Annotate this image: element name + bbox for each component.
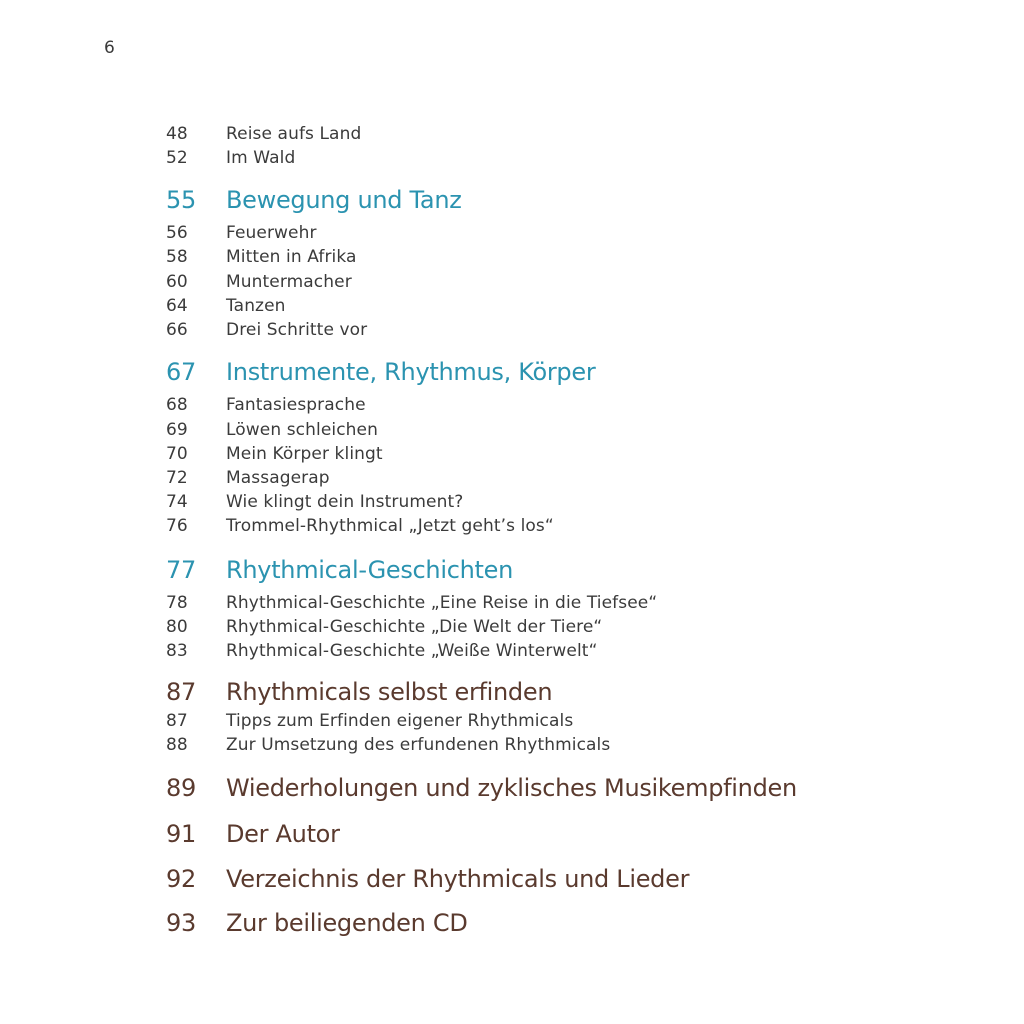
toc-entry: [166, 272, 352, 292]
toc-entry: [166, 124, 361, 144]
toc-title: Mein Körper klingt: [226, 444, 383, 464]
toc-entry: [166, 296, 286, 316]
toc-section-heading: [166, 556, 513, 584]
toc-entry: [166, 711, 573, 731]
toc-entry: [166, 735, 610, 755]
toc-page-number: 70: [166, 444, 188, 464]
toc-section-heading: [166, 865, 689, 893]
toc-title: Trommel-Rhythmical „Jetzt geht’s los“: [226, 516, 554, 536]
toc-page-number: 77: [166, 556, 196, 584]
toc-section-heading: [166, 909, 468, 937]
toc-title: Instrumente, Rhythmus, Körper: [226, 358, 596, 386]
toc-page-number: 87: [166, 711, 188, 731]
toc-page-number: 48: [166, 124, 188, 144]
toc-page-number: 66: [166, 320, 188, 340]
toc-title: Verzeichnis der Rhythmicals und Lieder: [226, 865, 690, 893]
toc-title: Zur beiliegenden CD: [226, 909, 468, 937]
toc-title: Feuerwehr: [226, 223, 317, 243]
toc-title: Wiederholungen und zyklisches Musikempfinden: [226, 774, 797, 802]
toc-title: Rhythmical-Geschichte „Eine Reise in die Tiefsee“: [226, 593, 658, 613]
toc-title: Bewegung und Tanz: [226, 186, 462, 214]
toc-title: Mitten in Afrika: [226, 247, 357, 267]
toc-title: Rhythmical-Geschichten: [226, 556, 514, 584]
toc-page-number: 76: [166, 516, 188, 536]
toc-page-number: 87: [166, 678, 196, 706]
toc-page-number: 69: [166, 420, 188, 440]
toc-section-heading: [166, 186, 462, 214]
toc-entry: [166, 247, 357, 267]
toc-title: Tanzen: [226, 296, 286, 316]
toc-title: Rhythmical-Geschichte „Die Welt der Tiere“: [226, 617, 603, 637]
toc-section-heading: [166, 358, 595, 386]
toc-entry: [166, 395, 366, 415]
toc-title: Wie klingt dein Instrument?: [226, 492, 464, 512]
toc-entry: [166, 148, 295, 168]
toc-entry: [166, 468, 330, 488]
toc-page-number: 78: [166, 593, 188, 613]
toc-title: Im Wald: [226, 148, 296, 168]
toc-page-number: 68: [166, 395, 188, 415]
page-number: 6: [104, 38, 115, 58]
toc-page-number: 83: [166, 641, 188, 661]
toc-page-number: 74: [166, 492, 188, 512]
toc-entry: [166, 593, 657, 613]
toc-title: Fantasiesprache: [226, 395, 366, 415]
toc-title: Reise aufs Land: [226, 124, 362, 144]
toc-title: Massagerap: [226, 468, 330, 488]
toc-page-number: 60: [166, 272, 188, 292]
toc-section-heading: [166, 678, 552, 706]
toc-page-number: 91: [166, 820, 196, 848]
toc-page-number: 67: [166, 358, 196, 386]
toc-section-heading: [166, 820, 340, 848]
toc-entry: [166, 641, 597, 661]
toc-title: Löwen schleichen: [226, 420, 378, 440]
toc-entry: [166, 223, 317, 243]
toc-title: Der Autor: [226, 820, 340, 848]
toc-page-number: 58: [166, 247, 188, 267]
toc-title: Rhythmical-Geschichte „Weiße Winterwelt“: [226, 641, 598, 661]
toc-page-number: 80: [166, 617, 188, 637]
toc-entry: [166, 516, 554, 536]
toc-page-number: 64: [166, 296, 188, 316]
toc-page-number: 56: [166, 223, 188, 243]
toc-page-number: 92: [166, 865, 196, 893]
toc-page-number: 52: [166, 148, 188, 168]
toc-title: Muntermacher: [226, 272, 352, 292]
toc-page-number: 89: [166, 774, 196, 802]
toc-section-heading: [166, 774, 797, 802]
toc-page-number: 93: [166, 909, 196, 937]
toc-title: Rhythmicals selbst erfinden: [226, 678, 553, 706]
toc-entry: [166, 617, 602, 637]
toc-entry: [166, 320, 367, 340]
toc-page-number: 55: [166, 186, 196, 214]
toc-page-number: 72: [166, 468, 188, 488]
toc-entry: [166, 492, 463, 512]
toc-title: Drei Schritte vor: [226, 320, 368, 340]
toc-page-number: 88: [166, 735, 188, 755]
toc-title: Zur Umsetzung des erfundenen Rhythmicals: [226, 735, 611, 755]
toc-entry: [166, 444, 383, 464]
toc-entry: [166, 420, 378, 440]
toc-title: Tipps zum Erfinden eigener Rhythmicals: [226, 711, 574, 731]
